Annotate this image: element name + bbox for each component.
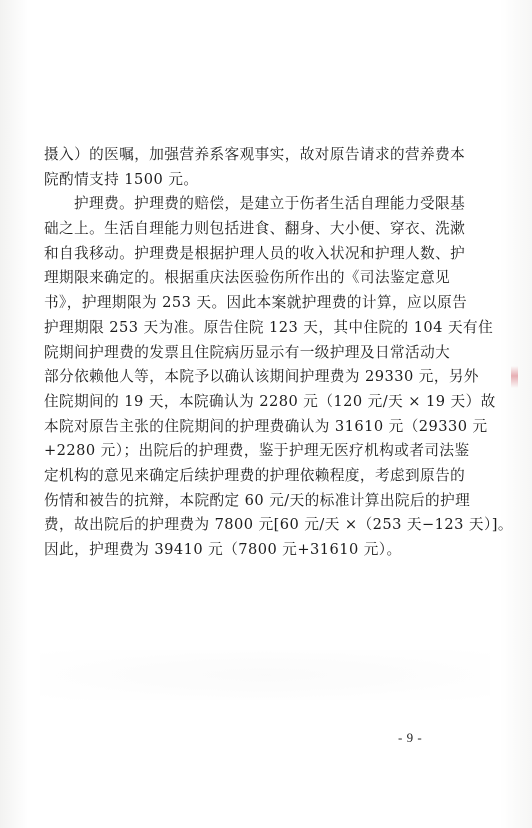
- text-line: +2280 元）；出院后的护理费，鉴于护理无医疗机构或者司法鉴: [44, 442, 470, 460]
- text-line: 础之上。生活自理能力则包括进食、翻身、大小便、穿衣、洗漱: [44, 220, 466, 238]
- text-line: 理期限来确定的。根据重庆法医验伤所作出的《司法鉴定意见: [44, 269, 451, 287]
- scan-shading: [40, 650, 490, 700]
- paragraph-first-line: 护理费。护理费的赔偿，是建立于伤者生活自理能力受限基: [74, 195, 466, 213]
- document-body: [44, 143, 513, 563]
- text-line: 护理期限 253 天为准。原告住院 123 天，其中住院的 104 天有住: [44, 318, 494, 336]
- text-line: 定机构的意见来确定后续护理费的护理依赖程度，考虑到原告的: [44, 466, 466, 484]
- text-line: 部分依赖他人等，本院予以确认该期间护理费为 29330 元，另外: [44, 368, 479, 386]
- text-line: 伤情和被告的抗辩，本院酌定 60 元/天的标准计算出院后的护理: [44, 491, 471, 509]
- text-line: 院期间护理费的发票且住院病历显示有一级护理及日常活动大: [44, 343, 451, 361]
- text-line: 费，故出院后的护理费为 7800 元[60 元/天 ×（253 天−123 天）]。: [44, 516, 513, 534]
- text-line: 本院对原告主张的住院期间的护理费确认为 31610 元（29330 元: [44, 417, 488, 435]
- text-line: 书》，护理期限为 253 天。因此本案就护理费的计算，应以原告: [44, 294, 468, 312]
- page-number: - 9 -: [398, 730, 423, 745]
- text-line: 因此，护理费为 39410 元（7800 元+31610 元）。: [44, 541, 402, 558]
- text-line: 住院期间的 19 天，本院确认为 2280 元（120 元/天 × 19 天）故: [44, 392, 496, 410]
- text-line: 和自我移动。护理费是根据护理人员的收入状况和护理人数、护: [44, 244, 466, 262]
- margin-stamp-mark: [511, 366, 518, 388]
- text-line: 摄入）的医嘱，加强营养系客观事实，故对原告请求的营养费本: [44, 146, 466, 163]
- text-line: 院酌情支持 1500 元。: [44, 170, 199, 188]
